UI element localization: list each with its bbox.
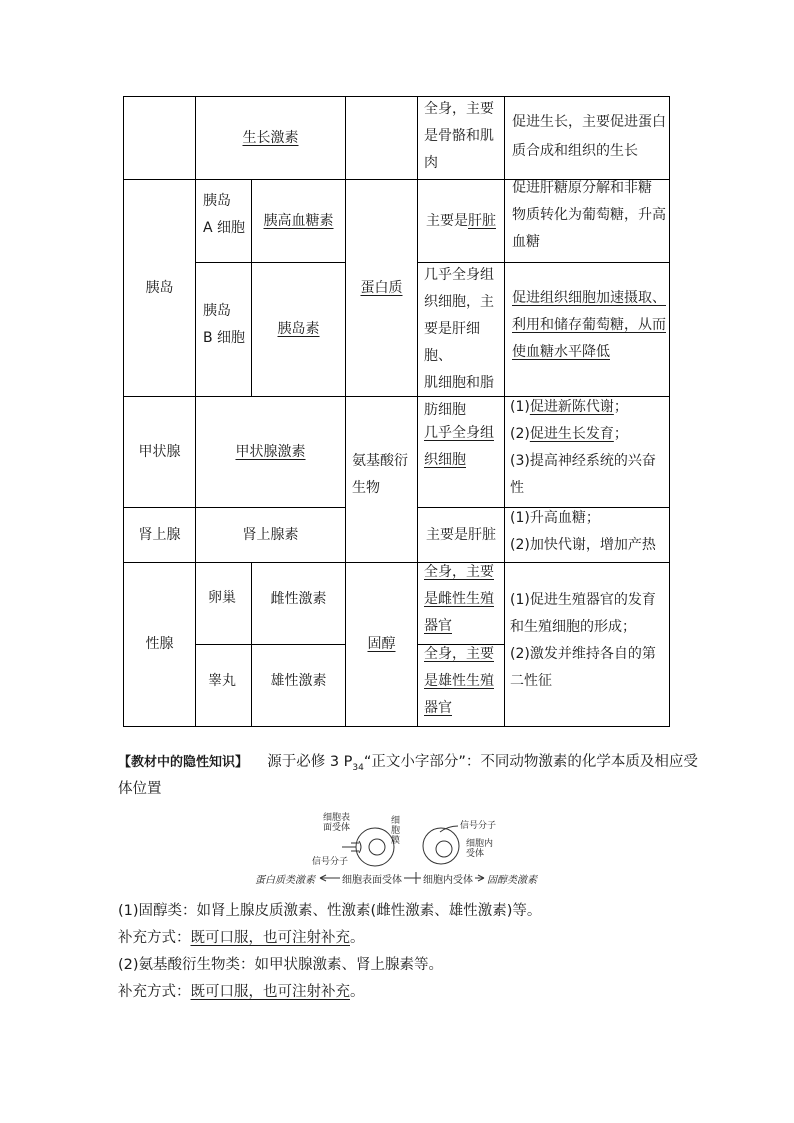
surface-cell-nucleus [369,839,385,855]
source-sub: 34 [352,762,364,773]
gh-hormone-cell [196,97,345,179]
amino-note: (2)氨基酸衍生物类：如甲状腺激素、肾上腺素等。 [118,957,444,973]
testis: 睾丸 [208,673,236,689]
arrow-left-head [320,875,326,881]
thyroid-hormone-cell [196,397,345,507]
insulin: 胰岛素 [277,321,320,337]
signal-molecule [440,826,458,832]
amino-supplement: 补充方式：既可口服，也可注射补充。 [118,984,365,1000]
pancreas-b-target: 几乎全身组 织细胞，主 要是肝细胞、 肌细胞和脂 肪细胞 [424,267,494,418]
inner-cell-nucleus [436,841,452,857]
steroid-chemical-cell [346,563,417,726]
gh-target-cell [424,96,504,177]
pancreas-gland: 胰岛 [145,279,174,296]
thyroxine: 甲状腺激素 [235,443,306,460]
thyroid-function: (1)促进新陈代谢； (2)促进生长发育； (3)提高神经系统的兴奋 性 [510,394,668,502]
adrenaline: 肾上腺素 [242,526,299,543]
thyroid-target: 几乎全身组 织细胞 [424,425,494,468]
inner-receptor-cell [423,828,459,864]
gh-function-line: 促进生长，主要促进蛋白 [512,114,666,130]
right-signal-label: 信号分子 [460,821,497,831]
pancreas-a-target: 主要是肝脏 [426,212,496,229]
protein-hormone-label: 蛋白质类激素 [255,875,315,886]
protein-label: 蛋白质 [360,279,403,296]
gh-target-line: 是骨骼和肌 [424,128,494,144]
ovary: 卵巢 [208,590,236,606]
source-rest: “正文小字部分”：不同动物激素的化学本质及相应受 [363,754,698,770]
gonad-gland: 性腺 [145,636,174,652]
adrenal-function: (1)升高血糖； (2)加快代谢，增加产热 [510,510,656,553]
pancreas-a-cell: 胰岛 A 细胞 [203,193,246,236]
gonad-function: (1)促进生殖器官的发育 和生殖细胞的形成； (2)激发并维持各自的第 二性征 [510,592,656,689]
ovary-target: 全身，主要 是雌性生殖 器官 [424,564,494,634]
knowledge-heading: 【教材中的隐性知识】 [118,755,249,770]
steroid-hormone-label: 固醇类激素 [487,875,537,886]
thyroid-gland: 甲状腺 [138,443,181,460]
gh-hormone: 生长激素 [242,129,299,146]
pancreas-b-hormone-cell [252,263,345,396]
knowledge-line-2: 体位置 [118,781,162,797]
glucagon: 胰高血糖素 [263,212,334,229]
testis-target: 全身，主要 是雄性生殖 器官 [424,646,494,716]
adrenal-gland: 肾上腺 [138,526,181,543]
thyroid-function-2: (2)促进生长发育； [510,426,628,442]
pancreas-chemical-cell [346,180,417,396]
surface-receptor [351,841,361,853]
amino-acid-cell: 氨基酸衍 生物 [352,453,408,496]
pancreas-a-hormone-cell [252,180,345,262]
inner-receptor-caption: 细胞内受体 [421,871,475,886]
testis-hormone-cell [252,645,345,717]
adrenal-target: 主要是肝脏 [426,526,496,543]
inner-receptor-label: 细胞内 受体 [466,839,494,859]
estrogen: 雌性激素 [270,590,327,607]
pancreas-a-function: 促进肝糖原分解和非糖 物质转化为葡萄糖，升高 血糖 [512,180,666,250]
androgen: 雄性激素 [270,672,327,689]
surface-receptor-caption: 细胞表面受体 [340,871,404,886]
gh-function-cell [512,108,668,166]
table-rule [504,96,505,727]
pancreas-b-function: 促进组织细胞加速摄取、 利用和储存葡萄糖，从而 使血糖水平降低 [512,290,666,360]
ovary-hormone-cell [252,563,345,635]
gh-function-line: 质合成和组织的生长 [512,143,638,159]
source-pre: 源于必修 3 P [267,754,353,770]
thyroid-function-1: (1)促进新陈代谢； [510,399,628,415]
surface-receptor-cell [356,828,394,866]
surface-receptor-label: 细胞表 面受体 [323,813,351,833]
table-rule [669,96,670,727]
knowledge-line-1 [118,749,698,781]
steroid-note: (1)固醇类：如肾上腺皮质激素、性激素(雌性激素、雄性激素)等。 [118,903,542,919]
steroid-supplement: 补充方式：既可口服，也可注射补充。 [118,930,365,946]
table-rule [123,726,669,727]
pancreas-b-cell: 胰岛 B 细胞 [203,303,246,346]
arrow-right-head [478,875,484,881]
gh-target-line: 全身，主要 [424,101,494,117]
left-signal-label: 信号分子 [312,857,349,867]
membrane-label: 细 胞 膜 [391,816,401,846]
gh-target-line: 肉 [424,155,438,171]
steroid-label: 固醇 [367,636,396,652]
adrenal-hormone-cell [196,508,345,562]
